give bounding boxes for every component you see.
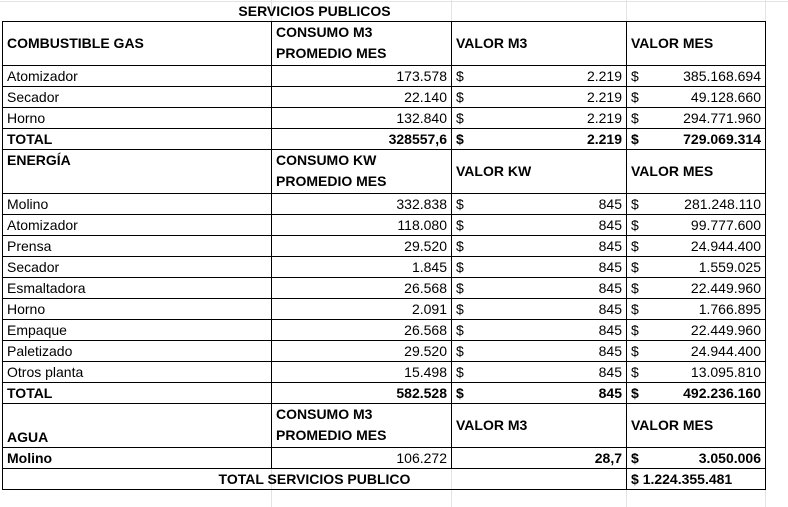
energia-header-consumo[interactable] [272, 149, 452, 193]
total-valor-amount: 2.219 [586, 130, 622, 147]
row-mes[interactable] [627, 107, 766, 128]
row-consumo[interactable]: 29.520 [272, 340, 452, 361]
currency-symbol: $ [631, 109, 639, 126]
row-valor[interactable] [452, 86, 627, 107]
currency-symbol: $ [631, 88, 639, 105]
gas-header-consumo-line2: PROMEDIO MES [276, 45, 387, 61]
table-row [3, 277, 766, 298]
currency-symbol: $ [456, 300, 464, 317]
row-consumo[interactable]: 2.091 [272, 298, 452, 319]
row-valor[interactable] [452, 214, 627, 235]
currency-symbol: $ [631, 363, 639, 380]
row-mes[interactable] [627, 86, 766, 107]
total-label[interactable]: TOTAL [3, 128, 272, 149]
row-valor-amount: 845 [598, 237, 622, 254]
row-name[interactable]: Otros planta [3, 361, 272, 382]
row-valor[interactable] [452, 298, 627, 319]
servicios-table [2, 2, 766, 490]
row-valor-amount: 845 [598, 195, 622, 212]
row-name[interactable]: Prensa [3, 235, 272, 256]
row-valor-amount: 2.219 [586, 67, 622, 84]
gas-header-mes[interactable]: VALOR MES [627, 21, 766, 65]
row-name[interactable]: Paletizado [3, 340, 272, 361]
row-consumo[interactable]: 15.498 [272, 361, 452, 382]
total-valor-amount: 845 [598, 384, 622, 401]
currency-symbol: $ [631, 237, 639, 254]
row-valor-amount: 845 [598, 321, 622, 338]
currency-symbol: $ [456, 109, 464, 126]
table-row [3, 235, 766, 256]
sheet-title[interactable]: SERVICIOS PUBLICOS [3, 2, 627, 21]
row-mes-amount: 3.050.006 [698, 449, 761, 466]
grand-total-value[interactable] [627, 468, 766, 489]
row-consumo[interactable]: 106.272 [272, 447, 452, 468]
total-consumo[interactable]: 582.528 [272, 382, 452, 403]
row-mes[interactable] [627, 193, 766, 214]
row-mes-amount: 294.771.960 [683, 109, 761, 126]
total-valor[interactable] [452, 128, 627, 149]
row-mes-amount: 1.766.895 [698, 300, 761, 317]
row-consumo[interactable]: 1.845 [272, 256, 452, 277]
energia-header-consumo-line1: CONSUMO KW [276, 152, 377, 168]
table-row [3, 319, 766, 340]
row-valor-amount: 2.219 [586, 88, 622, 105]
total-mes[interactable] [627, 382, 766, 403]
row-mes-amount: 99.777.600 [690, 216, 761, 233]
row-mes-amount: 49.128.660 [690, 88, 761, 105]
row-valor[interactable] [452, 65, 627, 86]
currency-symbol: $ [631, 470, 639, 487]
row-name[interactable]: Horno [3, 107, 272, 128]
row-mes[interactable] [627, 256, 766, 277]
table-row [3, 214, 766, 235]
row-mes-amount: 281.248.110 [684, 195, 761, 212]
currency-symbol: $ [456, 88, 464, 105]
row-mes[interactable] [627, 319, 766, 340]
currency-symbol: $ [456, 216, 464, 233]
row-name[interactable]: Secador [3, 86, 272, 107]
grand-total-amount: 1.224.355.481 [642, 470, 733, 487]
agua-header-valor[interactable]: VALOR M3 [452, 403, 627, 447]
gas-header-consumo[interactable] [272, 21, 452, 65]
row-valor-amount: 2.219 [586, 109, 622, 126]
row-valor[interactable] [452, 340, 627, 361]
currency-symbol: $ [631, 321, 639, 338]
agua-header-consumo[interactable] [272, 403, 452, 447]
row-valor-amount: 845 [598, 363, 622, 380]
agua-header-mes[interactable]: VALOR MES [627, 403, 766, 447]
row-mes-amount: 385.168.694 [683, 67, 761, 84]
row-mes[interactable] [627, 235, 766, 256]
energia-header-valor[interactable]: VALOR KW [452, 149, 627, 193]
row-mes[interactable] [627, 214, 766, 235]
row-mes[interactable] [627, 277, 766, 298]
currency-symbol: $ [631, 67, 639, 84]
table-row [3, 86, 766, 107]
grand-total-label[interactable]: TOTAL SERVICIOS PUBLICO [3, 468, 627, 489]
currency-symbol: $ [631, 195, 639, 212]
agua-header-consumo-line1: CONSUMO M3 [276, 406, 373, 422]
total-row [3, 128, 766, 149]
gas-header-valor[interactable]: VALOR M3 [452, 21, 627, 65]
currency-symbol: $ [631, 258, 639, 275]
row-consumo[interactable]: 26.568 [272, 319, 452, 340]
row-valor[interactable] [452, 256, 627, 277]
table-row [3, 340, 766, 361]
currency-symbol: $ [456, 67, 464, 84]
currency-symbol: $ [456, 195, 464, 212]
row-mes-amount: 13.095.810 [690, 363, 761, 380]
total-mes-amount: 729.069.314 [683, 130, 761, 147]
row-mes[interactable] [627, 65, 766, 86]
row-valor[interactable] [452, 319, 627, 340]
row-valor-amount: 845 [598, 300, 622, 317]
row-name[interactable]: Empaque [3, 319, 272, 340]
energia-header-consumo-line2: PROMEDIO MES [276, 173, 387, 189]
currency-symbol: $ [456, 237, 464, 254]
row-name[interactable]: Atomizador [3, 214, 272, 235]
currency-symbol: $ [631, 130, 639, 147]
currency-symbol: $ [456, 342, 464, 359]
row-name[interactable]: Horno [3, 298, 272, 319]
total-consumo[interactable]: 328557,6 [272, 128, 452, 149]
agua-header-consumo-line2: PROMEDIO MES [276, 427, 387, 443]
agua-header-name[interactable]: AGUA [3, 403, 272, 447]
currency-symbol: $ [631, 300, 639, 317]
table-row [3, 361, 766, 382]
row-mes[interactable] [627, 340, 766, 361]
row-name[interactable]: Molino [3, 447, 272, 468]
currency-symbol: $ [631, 449, 639, 466]
table-row [3, 65, 766, 86]
row-consumo[interactable]: 118.080 [272, 214, 452, 235]
total-mes[interactable] [627, 128, 766, 149]
currency-symbol: $ [456, 384, 464, 401]
row-consumo[interactable]: 173.578 [272, 65, 452, 86]
row-valor[interactable] [452, 361, 627, 382]
row-consumo[interactable]: 26.568 [272, 277, 452, 298]
currency-symbol: $ [631, 342, 639, 359]
gas-header-name[interactable]: COMBUSTIBLE GAS [3, 21, 272, 65]
row-valor[interactable]: 28,7 [452, 447, 627, 468]
row-consumo[interactable]: 332.838 [272, 193, 452, 214]
row-valor[interactable] [452, 107, 627, 128]
table-row [3, 298, 766, 319]
row-valor-amount: 845 [598, 258, 622, 275]
row-mes[interactable] [627, 447, 766, 468]
currency-symbol: $ [456, 321, 464, 338]
energia-header-mes[interactable]: VALOR MES [627, 149, 766, 193]
row-name[interactable]: Molino [3, 193, 272, 214]
currency-symbol: $ [631, 384, 639, 401]
currency-symbol: $ [456, 363, 464, 380]
row-valor-amount: 845 [598, 279, 622, 296]
row-mes-amount: 24.944.400 [690, 237, 761, 254]
empty-cell[interactable] [627, 2, 766, 21]
row-valor[interactable] [452, 193, 627, 214]
row-name[interactable]: Esmaltadora [3, 277, 272, 298]
table-row [3, 447, 766, 468]
table-row [3, 256, 766, 277]
row-valor[interactable] [452, 277, 627, 298]
row-name[interactable]: Atomizador [3, 65, 272, 86]
row-mes[interactable] [627, 361, 766, 382]
total-valor[interactable] [452, 382, 627, 403]
table-row [3, 193, 766, 214]
total-label[interactable]: TOTAL [3, 382, 272, 403]
row-mes-amount: 22.449.960 [690, 279, 761, 296]
row-consumo[interactable]: 29.520 [272, 235, 452, 256]
currency-symbol: $ [456, 130, 464, 147]
currency-symbol: $ [631, 216, 639, 233]
row-mes-amount: 24.944.400 [690, 342, 761, 359]
grand-total-row [3, 468, 766, 489]
currency-symbol: $ [456, 279, 464, 296]
currency-symbol: $ [631, 279, 639, 296]
row-consumo[interactable]: 132.840 [272, 107, 452, 128]
table-row [3, 107, 766, 128]
currency-symbol: $ [456, 258, 464, 275]
row-mes-amount: 22.449.960 [690, 321, 761, 338]
row-mes-amount: 1.559.025 [698, 258, 761, 275]
row-valor[interactable] [452, 235, 627, 256]
gas-header-consumo-line1: CONSUMO M3 [276, 24, 373, 40]
energia-header-name[interactable]: ENERGÍA [3, 149, 272, 193]
total-mes-amount: 492.236.160 [683, 384, 761, 401]
total-row [3, 382, 766, 403]
row-name[interactable]: Secador [3, 256, 272, 277]
row-mes[interactable] [627, 298, 766, 319]
row-consumo[interactable]: 22.140 [272, 86, 452, 107]
row-valor-amount: 845 [598, 216, 622, 233]
row-valor-amount: 845 [598, 342, 622, 359]
